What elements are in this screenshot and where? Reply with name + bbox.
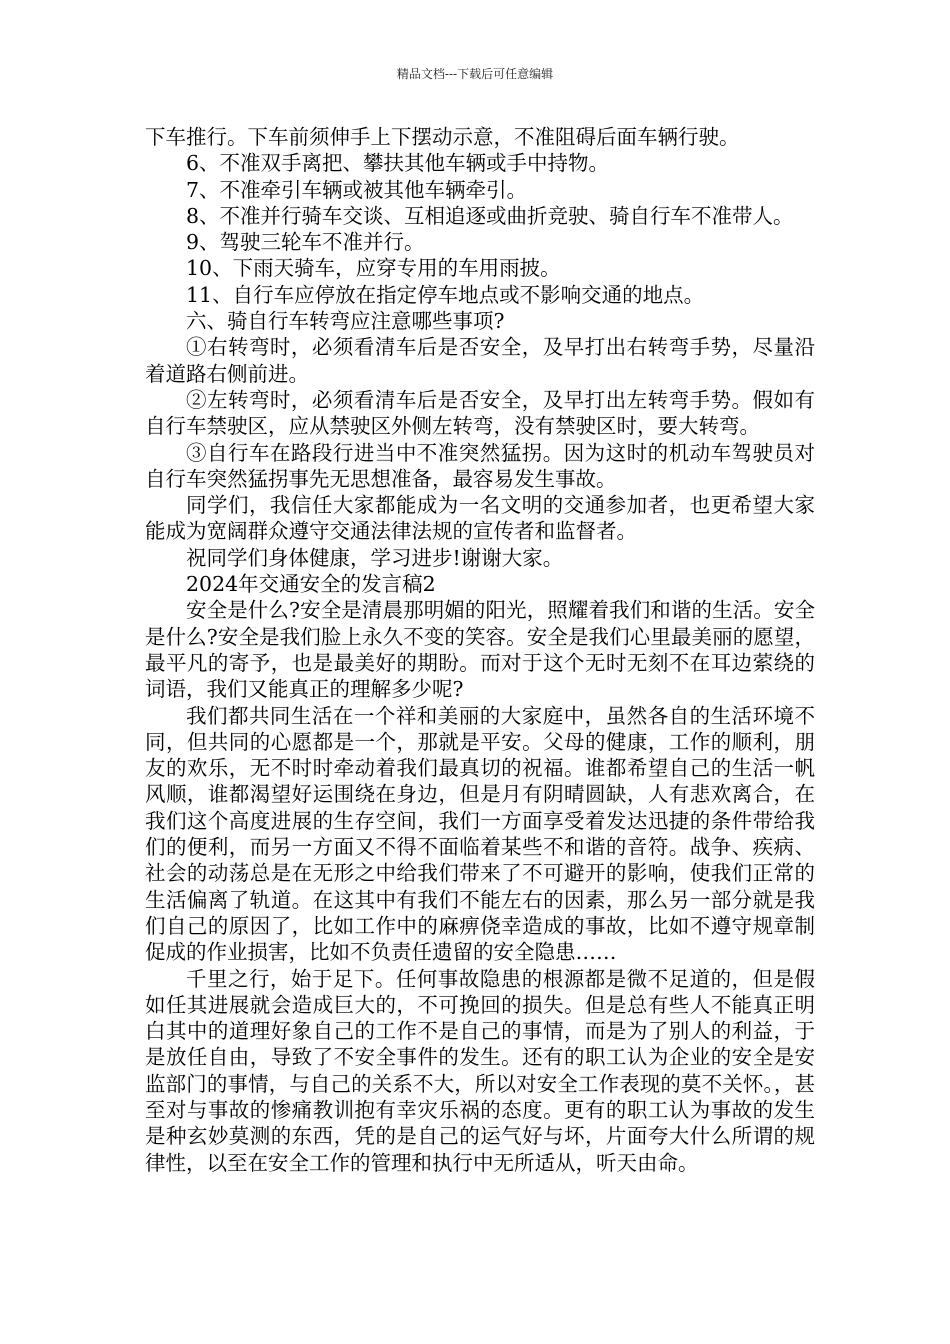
document-body — [145, 124, 815, 1176]
rule-item-10: 10、下雨天骑车，应穿专用的车用雨披。 — [186, 256, 561, 281]
rule-item-8: 8、不准并行骑车交谈、互相追逐或曲折竞驶、骑自行车不准带人。 — [186, 203, 794, 228]
rule-item-9: 9、驾驶三轮车不准并行。 — [186, 230, 425, 255]
closing-paragraph: 同学们，我信任大家都能成为一名文明的交通参加者，也更希望大家能成为宽阔群众遵守交通法律法规的宣传者和监督者。 — [145, 493, 815, 544]
page-header: 精品文档---下载后可任意编辑 — [396, 67, 554, 81]
speech-2-title: 2024年交通安全的发言稿2 — [186, 572, 436, 597]
speech-2-paragraph: 安全是什么?安全是清晨那明媚的阳光，照耀着我们和谐的生活。安全是什么?安全是我们脸上永久不变的笑容。安全是我们心里最美丽的愿望，最平凡的寄予，也是最美好的期盼。而对于这个无时无刻不在耳边萦绕的词语，我们又能真正的理解多少呢? — [145, 598, 815, 702]
speech-2-paragraph: 千里之行，始于足下。任何事故隐患的根源都是微不足道的，但是假如任其进展就会造成巨大的，不可挽回的损失。但是总有些人不能真正明白其中的道理好象自己的工作不是自己的事情，而是为了别人的利益，于是放任自由，导致了不安全事件的发生。还有的职工认为企业的安全是安监部门的事情，与自己的关系不大，所以对安全工作表现的莫不关怀。，甚至对与事故的惨痛教训抱有幸灾乐祸的态度。更有的职工认为事故的发生是种玄妙莫测的东西，凭的是自己的运气好与坏，片面夸大什么所谓的规律性，以至在安全工作的管理和执行中无所适从，听天由命。 — [145, 966, 815, 1175]
closing-wishes: 祝同学们身体健康，学习进步!谢谢大家。 — [186, 545, 564, 570]
rule-item-7: 7、不准牵引车辆或被其他车辆牵引。 — [186, 177, 528, 202]
speech-2-paragraph: 我们都共同生活在一个祥和美丽的大家庭中，虽然各自的生活环境不同，但共同的心愿都是一个，那就是平安。父母的健康，工作的顺利，朋友的欢乐，无不时时牵动着我们最真切的祝福。谁都希望自己的生活一帆风顺，谁都渴望好运围绕在身边，但是月有阴晴圆缺，人有悲欢离合，在我们这个高度进展的生存空间，我们一方面享受着发达迅捷的条件带给我们的便利，而另一方面又不得不面临着某些不和谐的音符。战争、疾病、社会的动荡总是在无形之中给我们带来了不可避开的影响，使我们正常的生活偏离了轨道。在这其中有我们不能左右的因素，那么另一部分就是我们自己的原因了，比如工作中的麻痹侥幸造成的事故，比如不遵守规章制促成的作业损害，比如不负责任遗留的安全隐患…… — [145, 703, 815, 965]
rule-item-6: 6、不准双手离把、攀扶其他车辆或手中持物。 — [186, 151, 610, 176]
turning-item-3: ③自行车在路段行进当中不准突然猛拐。因为这时的机动车驾驶员对自行车突然猛拐事先无思想准备，最容易发生事故。 — [145, 440, 815, 491]
section-heading-turning: 六、骑自行车转弯应注意哪些事项? — [186, 309, 505, 334]
paragraph-continuation: 下车推行。下车前须伸手上下摆动示意，不准阻碍后面车辆行驶。 — [145, 125, 740, 149]
rule-item-11: 11、自行车应停放在指定停车地点或不影响交通的地点。 — [186, 282, 705, 307]
turning-item-2: ②左转弯时，必须看清车后是否安全，及早打出左转弯手势。假如有自行车禁驶区，应从禁驶区外侧左转弯，没有禁驶区时，要大转弯。 — [145, 387, 815, 439]
turning-item-1: ①右转弯时，必须看清车后是否安全，及早打出右转弯手势，尽量沿着道路右侧前进。 — [145, 335, 815, 386]
